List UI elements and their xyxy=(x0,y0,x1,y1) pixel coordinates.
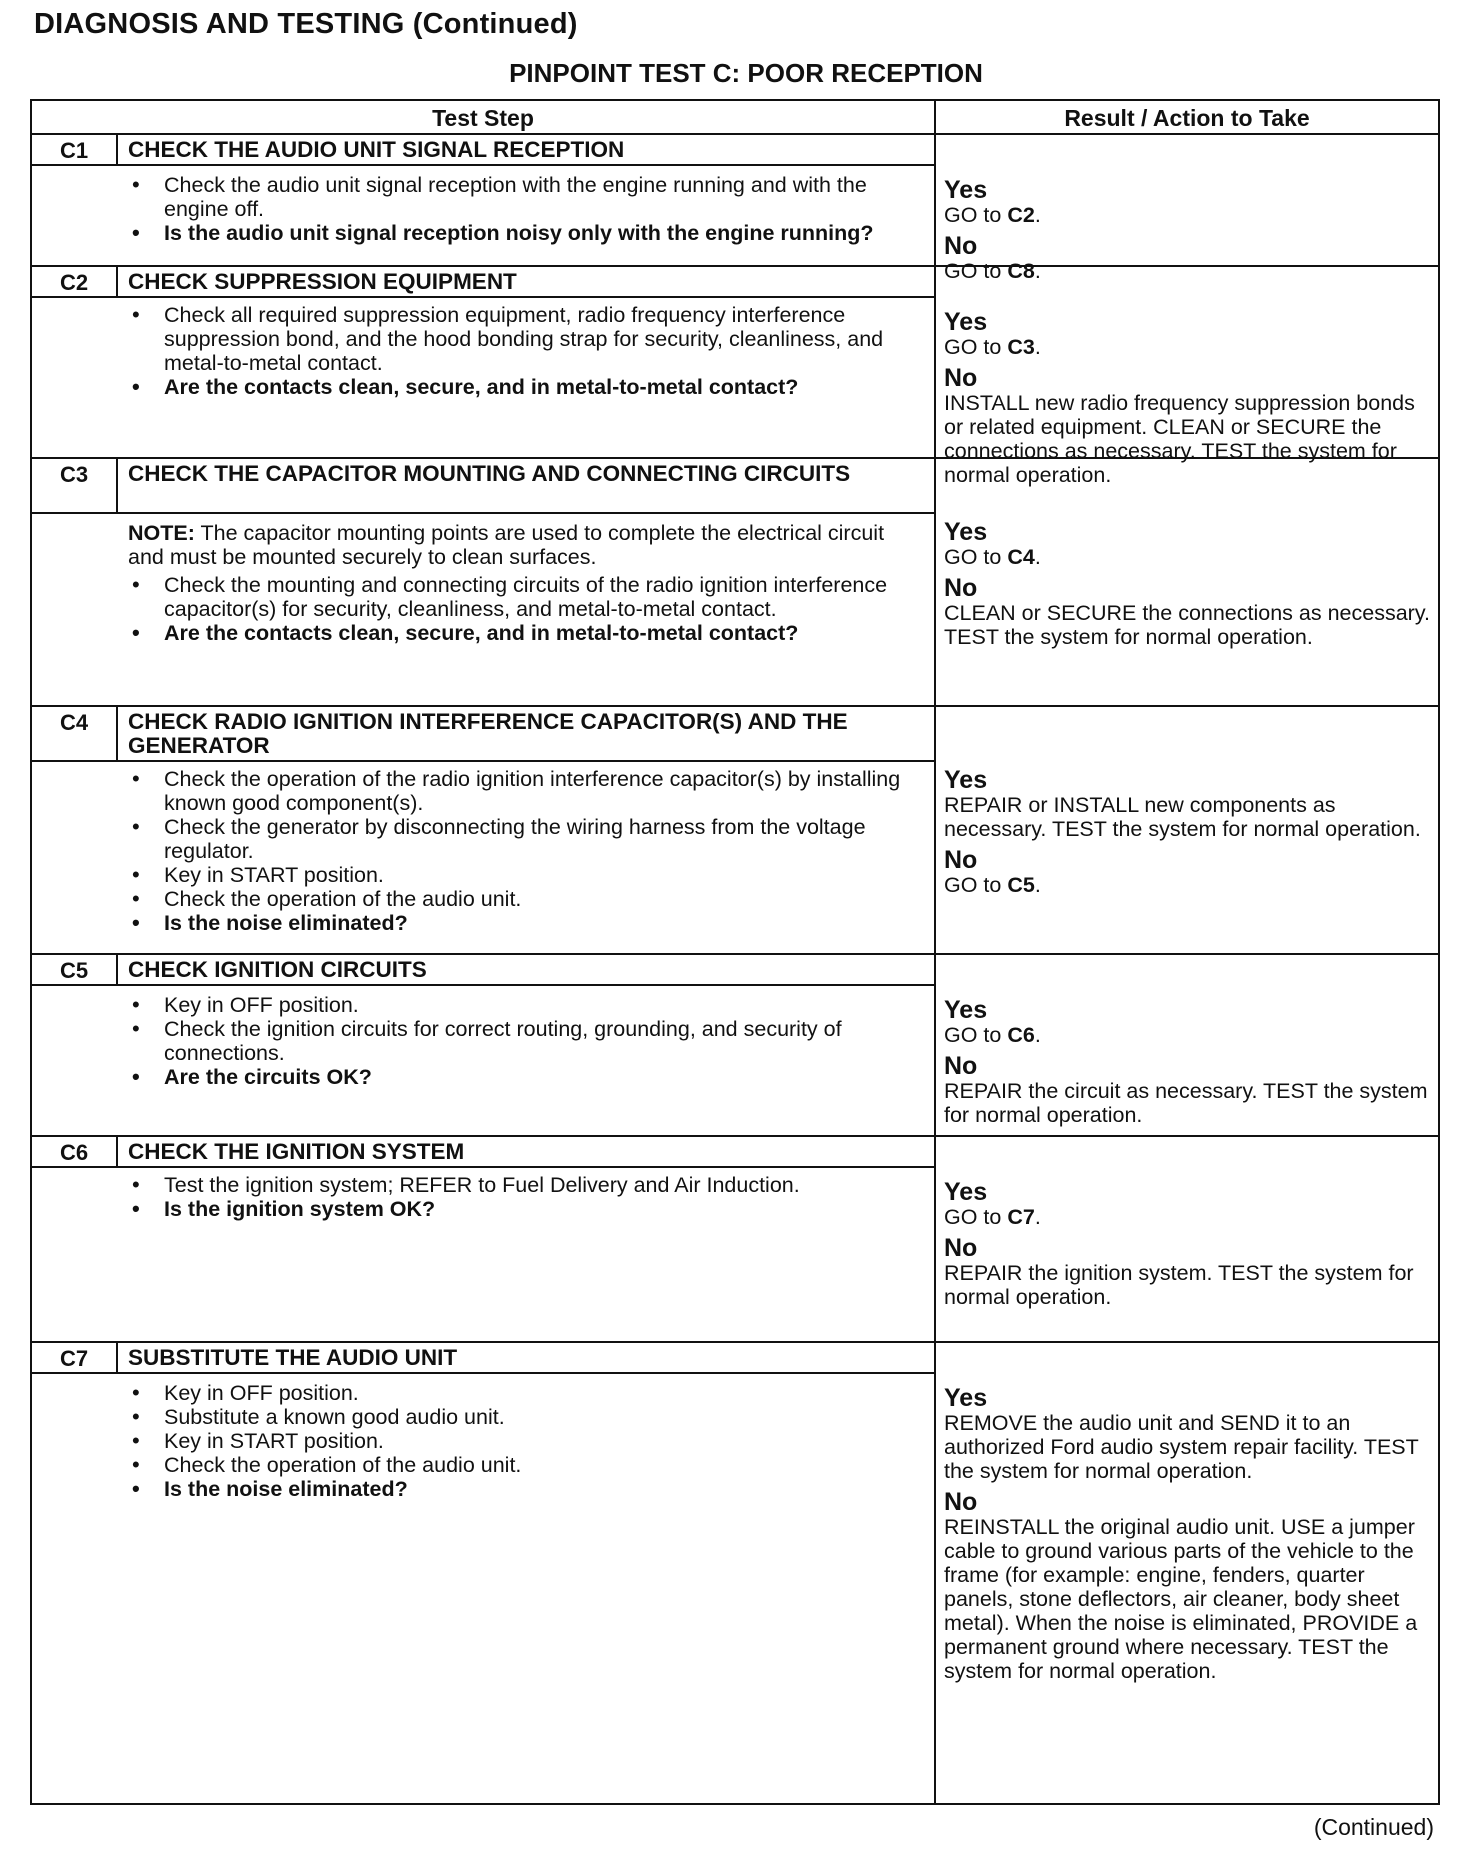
instruction-item: • Key in OFF position. xyxy=(122,1381,922,1405)
go-to-text: GO to xyxy=(944,873,1008,897)
step-title: CHECK THE AUDIO UNIT SIGNAL RECEPTION xyxy=(128,137,625,162)
step-instructions xyxy=(122,1173,922,1221)
test-question: • Is the noise eliminated? xyxy=(122,1477,922,1501)
yes-action: GO to C2. xyxy=(944,203,1041,227)
go-to-target: C8 xyxy=(1007,259,1035,283)
no-label: No xyxy=(944,1052,978,1080)
yes-label: Yes xyxy=(944,1384,988,1412)
no-action: REPAIR the ignition system. TEST the system for normal operation. xyxy=(944,1261,1414,1309)
no-action: INSTALL new radio frequency suppression bonds or related equipment. CLEAN or SECURE the connections as necessary. TEST the system for normal operation. xyxy=(944,391,1415,487)
go-to-text: GO to xyxy=(944,1023,1008,1047)
continued-footer: (Continued) xyxy=(1313,1814,1434,1840)
no-label: No xyxy=(944,232,978,260)
test-step-c4 xyxy=(32,707,1438,955)
instruction-list xyxy=(122,993,922,1089)
result-action xyxy=(944,1179,1432,1309)
step-title: CHECK IGNITION CIRCUITS xyxy=(128,957,427,982)
test-question: • Are the circuits OK? xyxy=(122,1065,922,1089)
go-to-text: GO to xyxy=(944,335,1008,359)
yes-label: Yes xyxy=(944,766,988,794)
step-header xyxy=(32,955,934,986)
instruction-item: • Check the ignition circuits for correct routing, grounding, and security of connections. xyxy=(122,1017,922,1065)
yes-action: GO to C3. xyxy=(944,335,1041,359)
step-id: C2 xyxy=(32,267,118,296)
go-to-text: GO to xyxy=(944,259,1008,283)
yes-action: GO to C6. xyxy=(944,1023,1041,1047)
instruction-item: • Check the operation of the audio unit. xyxy=(122,1453,922,1477)
yes-label: Yes xyxy=(944,1178,988,1206)
result-action xyxy=(944,519,1432,649)
instruction-list xyxy=(122,1173,922,1221)
go-to-target: C5 xyxy=(1007,873,1035,897)
no-label: No xyxy=(944,364,978,392)
instruction-item: • Substitute a known good audio unit. xyxy=(122,1405,922,1429)
step-instructions xyxy=(122,767,922,935)
go-to-target: C4 xyxy=(1007,545,1035,569)
step-title: CHECK SUPPRESSION EQUIPMENT xyxy=(128,269,517,294)
step-id: C7 xyxy=(32,1343,118,1372)
no-label: No xyxy=(944,1234,978,1262)
go-to-target: C7 xyxy=(1007,1205,1035,1229)
instruction-list xyxy=(122,573,922,645)
go-to-target: C3 xyxy=(1007,335,1035,359)
no-action: GO to C8. xyxy=(944,259,1041,283)
go-to-target: C6 xyxy=(1007,1023,1035,1047)
step-id: C6 xyxy=(32,1137,118,1166)
yes-action: GO to C7. xyxy=(944,1205,1041,1229)
step-header xyxy=(32,707,934,762)
go-to-text: GO to xyxy=(944,545,1008,569)
instruction-item: • Check the mounting and connecting circuits of the radio ignition interference capacitor(s) for security, cleanliness, and metal-to-metal contact. xyxy=(122,573,922,621)
step-header xyxy=(32,267,934,298)
go-to-text: GO to xyxy=(944,1205,1008,1229)
yes-label: Yes xyxy=(944,176,988,204)
note-label: NOTE: xyxy=(128,521,195,545)
no-label: No xyxy=(944,574,978,602)
step-header xyxy=(32,459,934,514)
no-action: GO to C5. xyxy=(944,873,1041,897)
step-instructions xyxy=(122,173,922,245)
test-question: • Is the audio unit signal reception noisy only with the engine running? xyxy=(122,221,922,245)
instruction-item: • Check the audio unit signal reception with the engine running and with the engine off. xyxy=(122,173,922,221)
page-title: DIAGNOSIS AND TESTING (Continued) xyxy=(34,8,578,40)
column-header-test-step: Test Step xyxy=(32,101,934,135)
instruction-item: • Check the operation of the radio ignition interference capacitor(s) by installing known good component(s). xyxy=(122,767,922,815)
result-action xyxy=(944,1385,1432,1683)
instruction-item: • Check the generator by disconnecting the wiring harness from the voltage regulator. xyxy=(122,815,922,863)
column-header-result: Result / Action to Take xyxy=(936,101,1438,135)
yes-action: REPAIR or INSTALL new components as necessary. TEST the system for normal operation. xyxy=(944,793,1421,841)
pinpoint-test-table xyxy=(30,99,1440,1805)
test-question: • Are the contacts clean, secure, and in metal-to-metal contact? xyxy=(122,621,922,645)
instruction-item: • Key in OFF position. xyxy=(122,993,922,1017)
step-id: C3 xyxy=(32,459,118,512)
yes-label: Yes xyxy=(944,518,988,546)
instruction-list xyxy=(122,767,922,935)
instruction-item: • Test the ignition system; REFER to Fuel Delivery and Air Induction. xyxy=(122,1173,922,1197)
step-instructions xyxy=(122,993,922,1089)
instruction-item: • Key in START position. xyxy=(122,1429,922,1453)
test-step-c3 xyxy=(32,459,1438,707)
go-to-text: GO to xyxy=(944,203,1008,227)
result-action xyxy=(944,767,1432,897)
step-title: CHECK THE IGNITION SYSTEM xyxy=(128,1139,465,1164)
yes-label: Yes xyxy=(944,308,988,336)
yes-action: GO to C4. xyxy=(944,545,1041,569)
instruction-item: • Key in START position. xyxy=(122,863,922,887)
instruction-list xyxy=(122,1381,922,1501)
step-instructions xyxy=(122,1381,922,1501)
note xyxy=(128,521,922,569)
instruction-list xyxy=(122,173,922,245)
no-action: REINSTALL the original audio unit. USE a jumper cable to ground various parts of the vehicle to the frame (for example: engine, fenders, quarter panels, stone deflectors, air cleaner, body sheet metal). When the noise is eliminated, PROVIDE a permanent ground where necessary. TEST the system for normal operation. xyxy=(944,1515,1418,1683)
step-header xyxy=(32,135,934,166)
test-question: • Are the contacts clean, secure, and in metal-to-metal contact? xyxy=(122,375,922,399)
step-id: C4 xyxy=(32,707,118,760)
test-question: • Is the noise eliminated? xyxy=(122,911,922,935)
pinpoint-test-title: PINPOINT TEST C: POOR RECEPTION xyxy=(509,58,983,88)
step-header xyxy=(32,1343,934,1374)
step-title: CHECK RADIO IGNITION INTERFERENCE CAPACITOR(S) AND THE GENERATOR xyxy=(128,709,848,758)
result-action xyxy=(944,997,1432,1127)
step-header xyxy=(32,1137,934,1168)
no-label: No xyxy=(944,846,978,874)
instruction-list xyxy=(122,303,922,399)
no-action: CLEAN or SECURE the connections as necessary. TEST the system for normal operation. xyxy=(944,601,1430,649)
step-title: SUBSTITUTE THE AUDIO UNIT xyxy=(128,1345,458,1370)
test-step-c5 xyxy=(32,955,1438,1137)
test-question: • Is the ignition system OK? xyxy=(122,1197,922,1221)
yes-action: REMOVE the audio unit and SEND it to an authorized Ford audio system repair facility. TEST the system for normal operation. xyxy=(944,1411,1419,1483)
no-label: No xyxy=(944,1488,978,1516)
step-id: C5 xyxy=(32,955,118,984)
no-action: REPAIR the circuit as necessary. TEST the system for normal operation. xyxy=(944,1079,1428,1127)
step-instructions xyxy=(122,303,922,399)
instruction-item: • Check all required suppression equipment, radio frequency interference suppression bond, and the hood bonding strap for security, cleanliness, and metal-to-metal contact. xyxy=(122,303,922,375)
test-step-c7 xyxy=(32,1343,1438,1807)
go-to-target: C2 xyxy=(1007,203,1035,227)
step-id: C1 xyxy=(32,135,118,164)
instruction-item: • Check the operation of the audio unit. xyxy=(122,887,922,911)
step-instructions xyxy=(122,519,922,645)
test-step-c6 xyxy=(32,1137,1438,1343)
yes-label: Yes xyxy=(944,996,988,1024)
note-text: The capacitor mounting points are used to complete the electrical circuit and must be mounted securely to clean surfaces. xyxy=(128,521,885,569)
step-title: CHECK THE CAPACITOR MOUNTING AND CONNECTING CIRCUITS xyxy=(128,461,851,486)
